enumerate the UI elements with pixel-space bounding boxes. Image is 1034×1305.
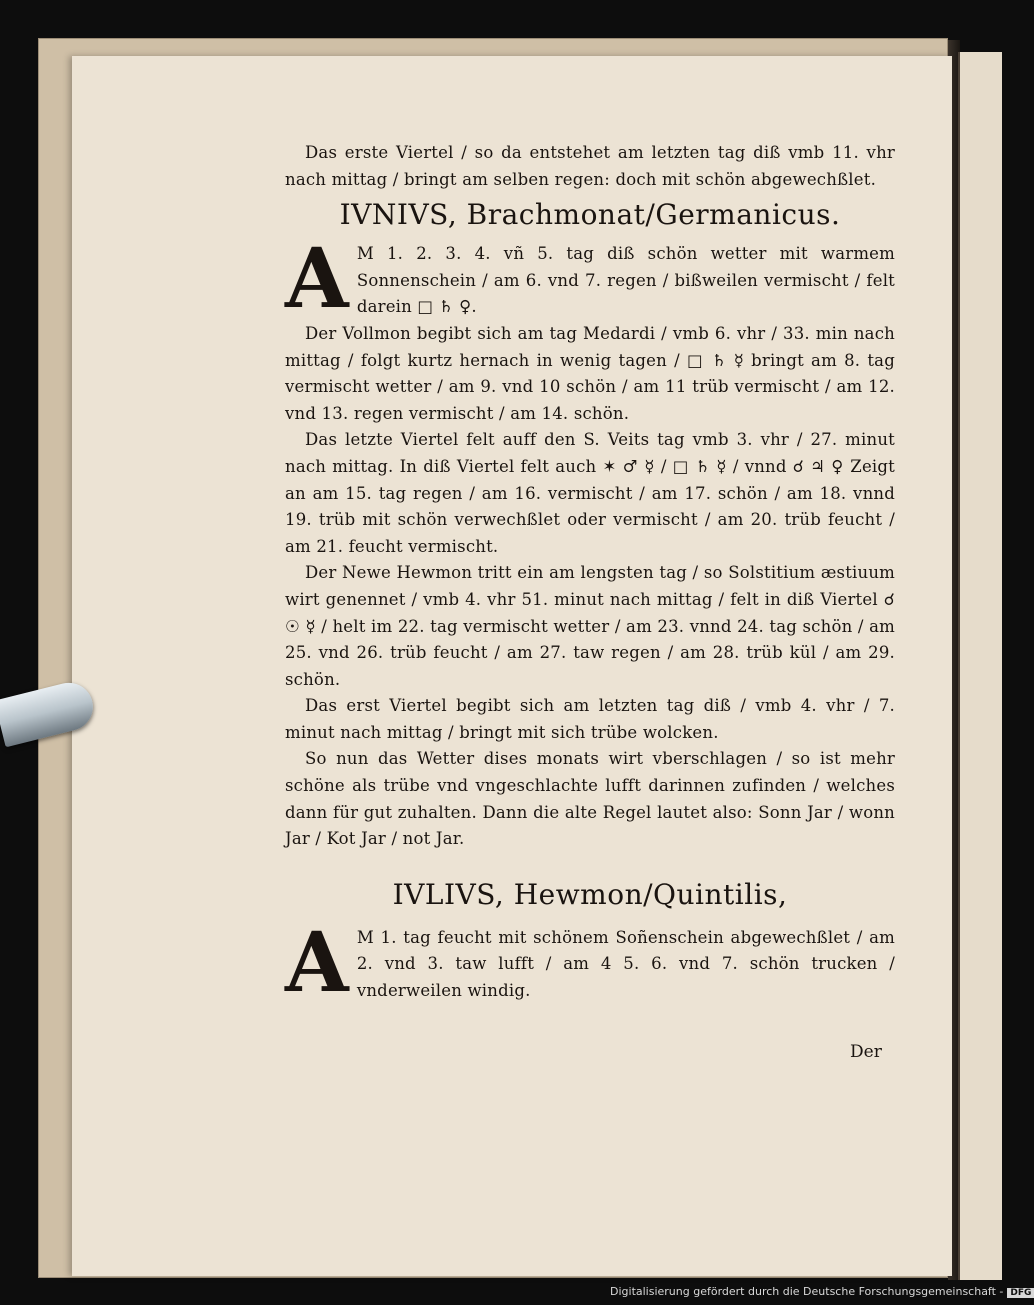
dfg-logo-icon[interactable]: DFG [1007, 1288, 1034, 1298]
facing-page-edge [958, 52, 1002, 1280]
catchword: Der [850, 1042, 882, 1062]
june-paragraph-1-text: M 1. 2. 3. 4. vñ 5. tag diß schön wetter mit warmem Sonnenschein / am 6. vnd 7. regen / bißweilen vermischt / felt darein □ ♄ ♀. [356, 244, 895, 317]
july-heading: IVLIVS, Hewmon/Quintilis, [392, 877, 788, 911]
june-paragraph-6: So nun das Wetter dises monats wirt vberschlagen / so ist mehr schöne als trübe vnd vngeschlachte lufft darinnen zufinden / welches dann für gut zuhalten. Dann die alte Regel lautet also: Sonn Jar / wonn Jar / Kot Jar / not Jar. [285, 749, 895, 849]
july-dropcap: A [285, 914, 349, 1011]
june-paragraph-1 [285, 231, 895, 328]
june-paragraph-4: Der Newe Hewmon tritt ein am lengsten tag / so Solstitium æstiuum wirt genennet / vmb 4. vhr 51. minut nach mittag / felt in diß Viertel ☌ ☉ ☿ / helt im 22. tag vermischt wetter / am 23. vnnd 24. tag schön / am 25. vnd 26. trüb feucht / am 27. taw regen / am 28. trüb kül / am 29. schön. [285, 563, 895, 689]
intro-paragraph: Das erste Viertel / so da entstehet am letzten tag diß vmb 11. vhr nach mittag / bringt am selben regen: doch mit schön abgewechßlet. [285, 143, 895, 189]
june-heading: IVNIVS, Brachmonat/Germanicus. [339, 198, 841, 232]
page-text-block [285, 140, 895, 1011]
digitization-credit [610, 1285, 1034, 1298]
july-paragraph-1-text: M 1. tag feucht mit schönem Soñenschein abgewechßlet / am 2. vnd 3. taw lufft / am 4 5. 6. vnd 7. schön trucken / vnderweilen windig. [356, 927, 895, 1001]
june-paragraph-2: Der Vollmon begibt sich am tag Medardi / vmb 6. vhr / 33. min nach mittag / folgt kurtz hernach in wenig tagen / □ ♄ ☿ bringt am 8. tag vermischt wetter / am 9. vnd 10 schön / am 11 trüb vermischt / am 12. vnd 13. regen vermischt / am 14. schön. [285, 323, 895, 423]
july-paragraph-1 [285, 914, 895, 1011]
credit-text: Digitalisierung gefördert durch die Deutsche Forschungsgemeinschaft - [610, 1285, 1004, 1298]
june-paragraph-5: Das erst Viertel begibt sich am letzten tag diß / vmb 4. vhr / 7. minut nach mittag / bringt mit sich trübe wolcken. [285, 696, 895, 742]
june-dropcap: A [285, 231, 349, 328]
june-paragraph-3: Das letzte Viertel felt auff den S. Veits tag vmb 3. vhr / 27. minut nach mittag. In diß Viertel felt auch ✶ ♂ ☿ / □ ♄ ☿ / vnnd ☌ ♃ ♀ Zeigt an am 15. tag regen / am 16. vermischt / am 17. schön / am 18. vnnd 19. trüb mit schön verwechßlet oder vermischt / am 20. trüb feucht / am 21. feucht vermischt. [285, 430, 895, 556]
